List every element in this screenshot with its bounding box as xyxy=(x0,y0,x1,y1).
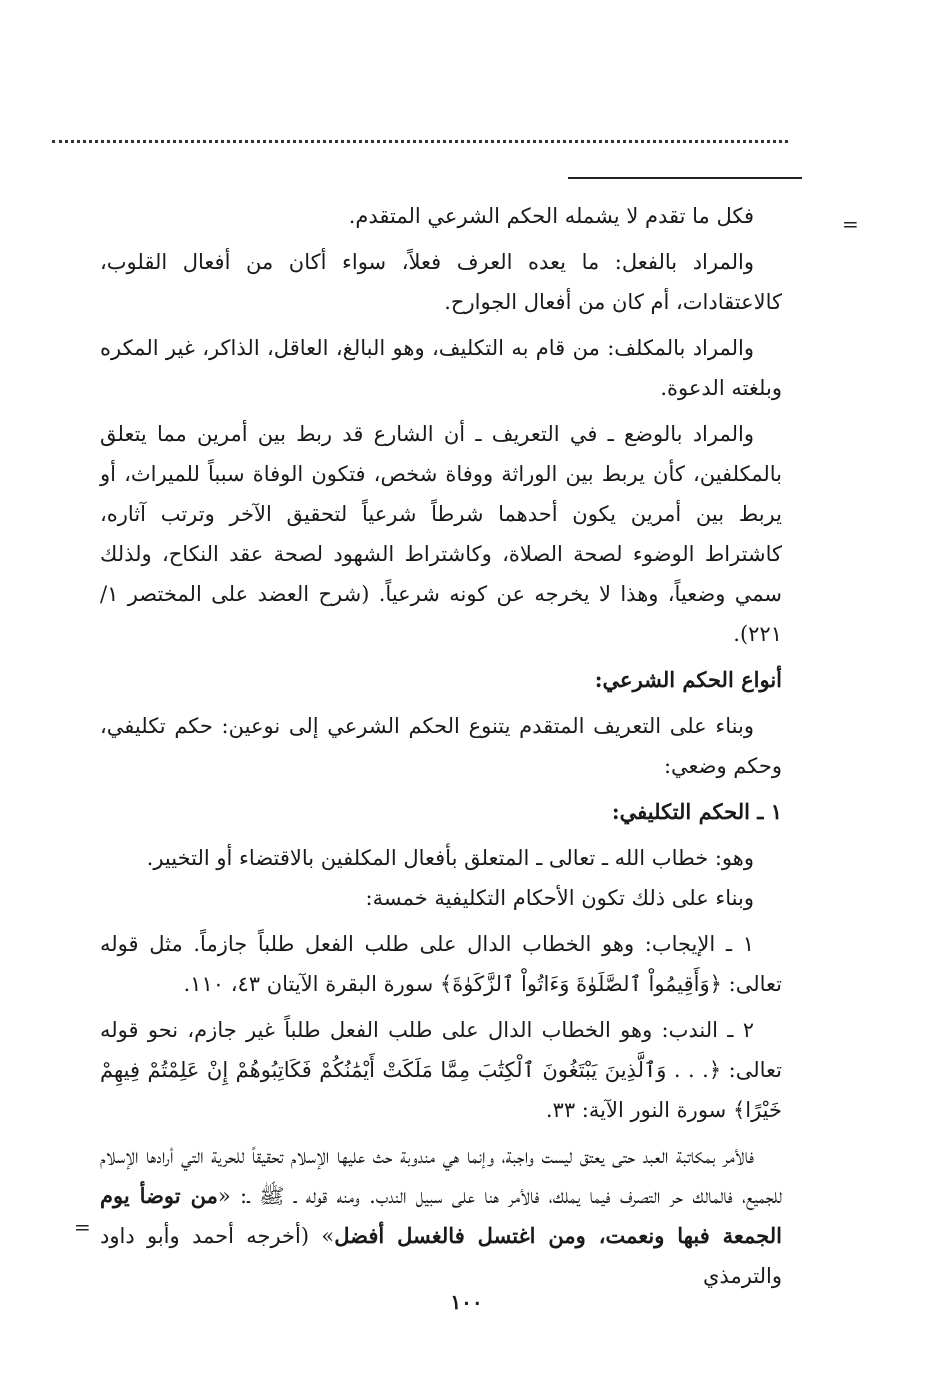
paragraph-mukallaf-definition: والمراد بالمكلف: من قام به التكليف، وهو البالغ، العاقل، الذاكر، غير المكره وبلغته الدعوة. xyxy=(100,336,782,400)
footnote-body xyxy=(100,196,782,1302)
paragraph-ijab: ١ ـ الإيجاب: وهو الخطاب الدال على طلب الفعل طلباً جازماً. مثل قوله تعالى: ﴿وَأَقِيمُواْ ٱلصَّلَوٰةَ وَءَاتُواْ ٱلزَّكَوٰةَ﴾ سورة البقرة الآيتان ٤٣، ١١٠. xyxy=(100,932,782,996)
paragraph-mukataba-start: فالأمر بمكاتبة العبد حتى يعتق ليست واجبة، وإنما هي مندوبة حث عليها الإسلام تحقيقاً للحرية التي أرادها الإسلام للجميع، فالمالك حر التصرف فيما يملك، فالأمر هنا على سبيل الندب. ومنه قوله ـ ﷺ ـ: « xyxy=(100,1144,782,1208)
footnote-rule xyxy=(568,177,802,179)
separator-dotted-line xyxy=(52,140,788,143)
paragraph-five-rulings: وبناء على ذلك تكون الأحكام التكليفية خمسة: xyxy=(365,886,754,910)
paragraph-1: فكل ما تقدم لا يشمله الحكم الشرعي المتقدم. xyxy=(348,204,754,228)
paragraph-nadb: ٢ ـ الندب: وهو الخطاب الدال على طلب الفعل طلباً غير جازم، نحو قوله تعالى: ﴿. . . وَٱلَّذِينَ يَبْتَغُونَ ٱلْكِتَٰبَ مِمَّا مَلَكَتْ أَيْمَٰنُكُمْ فَكَاتِبُوهُمْ إِنْ عَلِمْتُمْ فِيهِمْ خَيْرًا﴾ سورة النور الآية: ٣٣. xyxy=(100,1018,782,1122)
paragraph-wad-definition: والمراد بالوضع ـ في التعريف ـ أن الشارع قد ربط بين أمرين مما يتعلق بالمكلفين، كأن يربط بين الوراثة ووفاة شخص، فتكون الوفاة سبباً للميراث، أو يربط بين أمرين يكون أحدهما شرطاً شرعياً لتحقيق الآخر وترتب آثاره، كاشتراط الوضوء لصحة الصلاة، وكاشتراط الشهود لصحة عقد النكاح، ولذلك سمي وضعياً، وهذا لا يخرجه عن كونه شرعياً. (شرح العضد على المختصر ١/ ٢٢١). xyxy=(100,422,783,646)
paragraph-mukataba-end: » (أخرجه أحمد وأبو داود والترمذي xyxy=(100,1224,782,1288)
paragraph-act-definition: والمراد بالفعل: ما يعده العرف فعلاً، سواء أكان من أفعال القلوب، كالاعتقادات، أم كان من أفعال الجوارح. xyxy=(100,250,782,314)
hadith-text: من توضأ يوم الجمعة فبها ونعمت، ومن اغتسل فالغسل أفضل xyxy=(100,1183,782,1248)
continuation-marker-top: = xyxy=(842,212,859,236)
heading-types-of-ruling: أنواع الحكم الشرعي: xyxy=(594,667,782,692)
heading-taklifi: ١ ـ الحكم التكليفي: xyxy=(611,799,782,824)
paragraph-types: وبناء على التعريف المتقدم يتنوع الحكم الشرعي إلى نوعين: حكم تكليفي، وحكم وضعي: xyxy=(100,714,782,778)
continuation-marker-bottom: = xyxy=(74,1215,91,1239)
paragraph-mukataba xyxy=(100,1136,782,1296)
page-number: ١٠٠ xyxy=(450,1290,483,1314)
paragraph-taklifi-definition: وهو: خطاب الله ـ تعالى ـ المتعلق بأفعال المكلفين بالاقتضاء أو التخيير. xyxy=(146,846,754,870)
